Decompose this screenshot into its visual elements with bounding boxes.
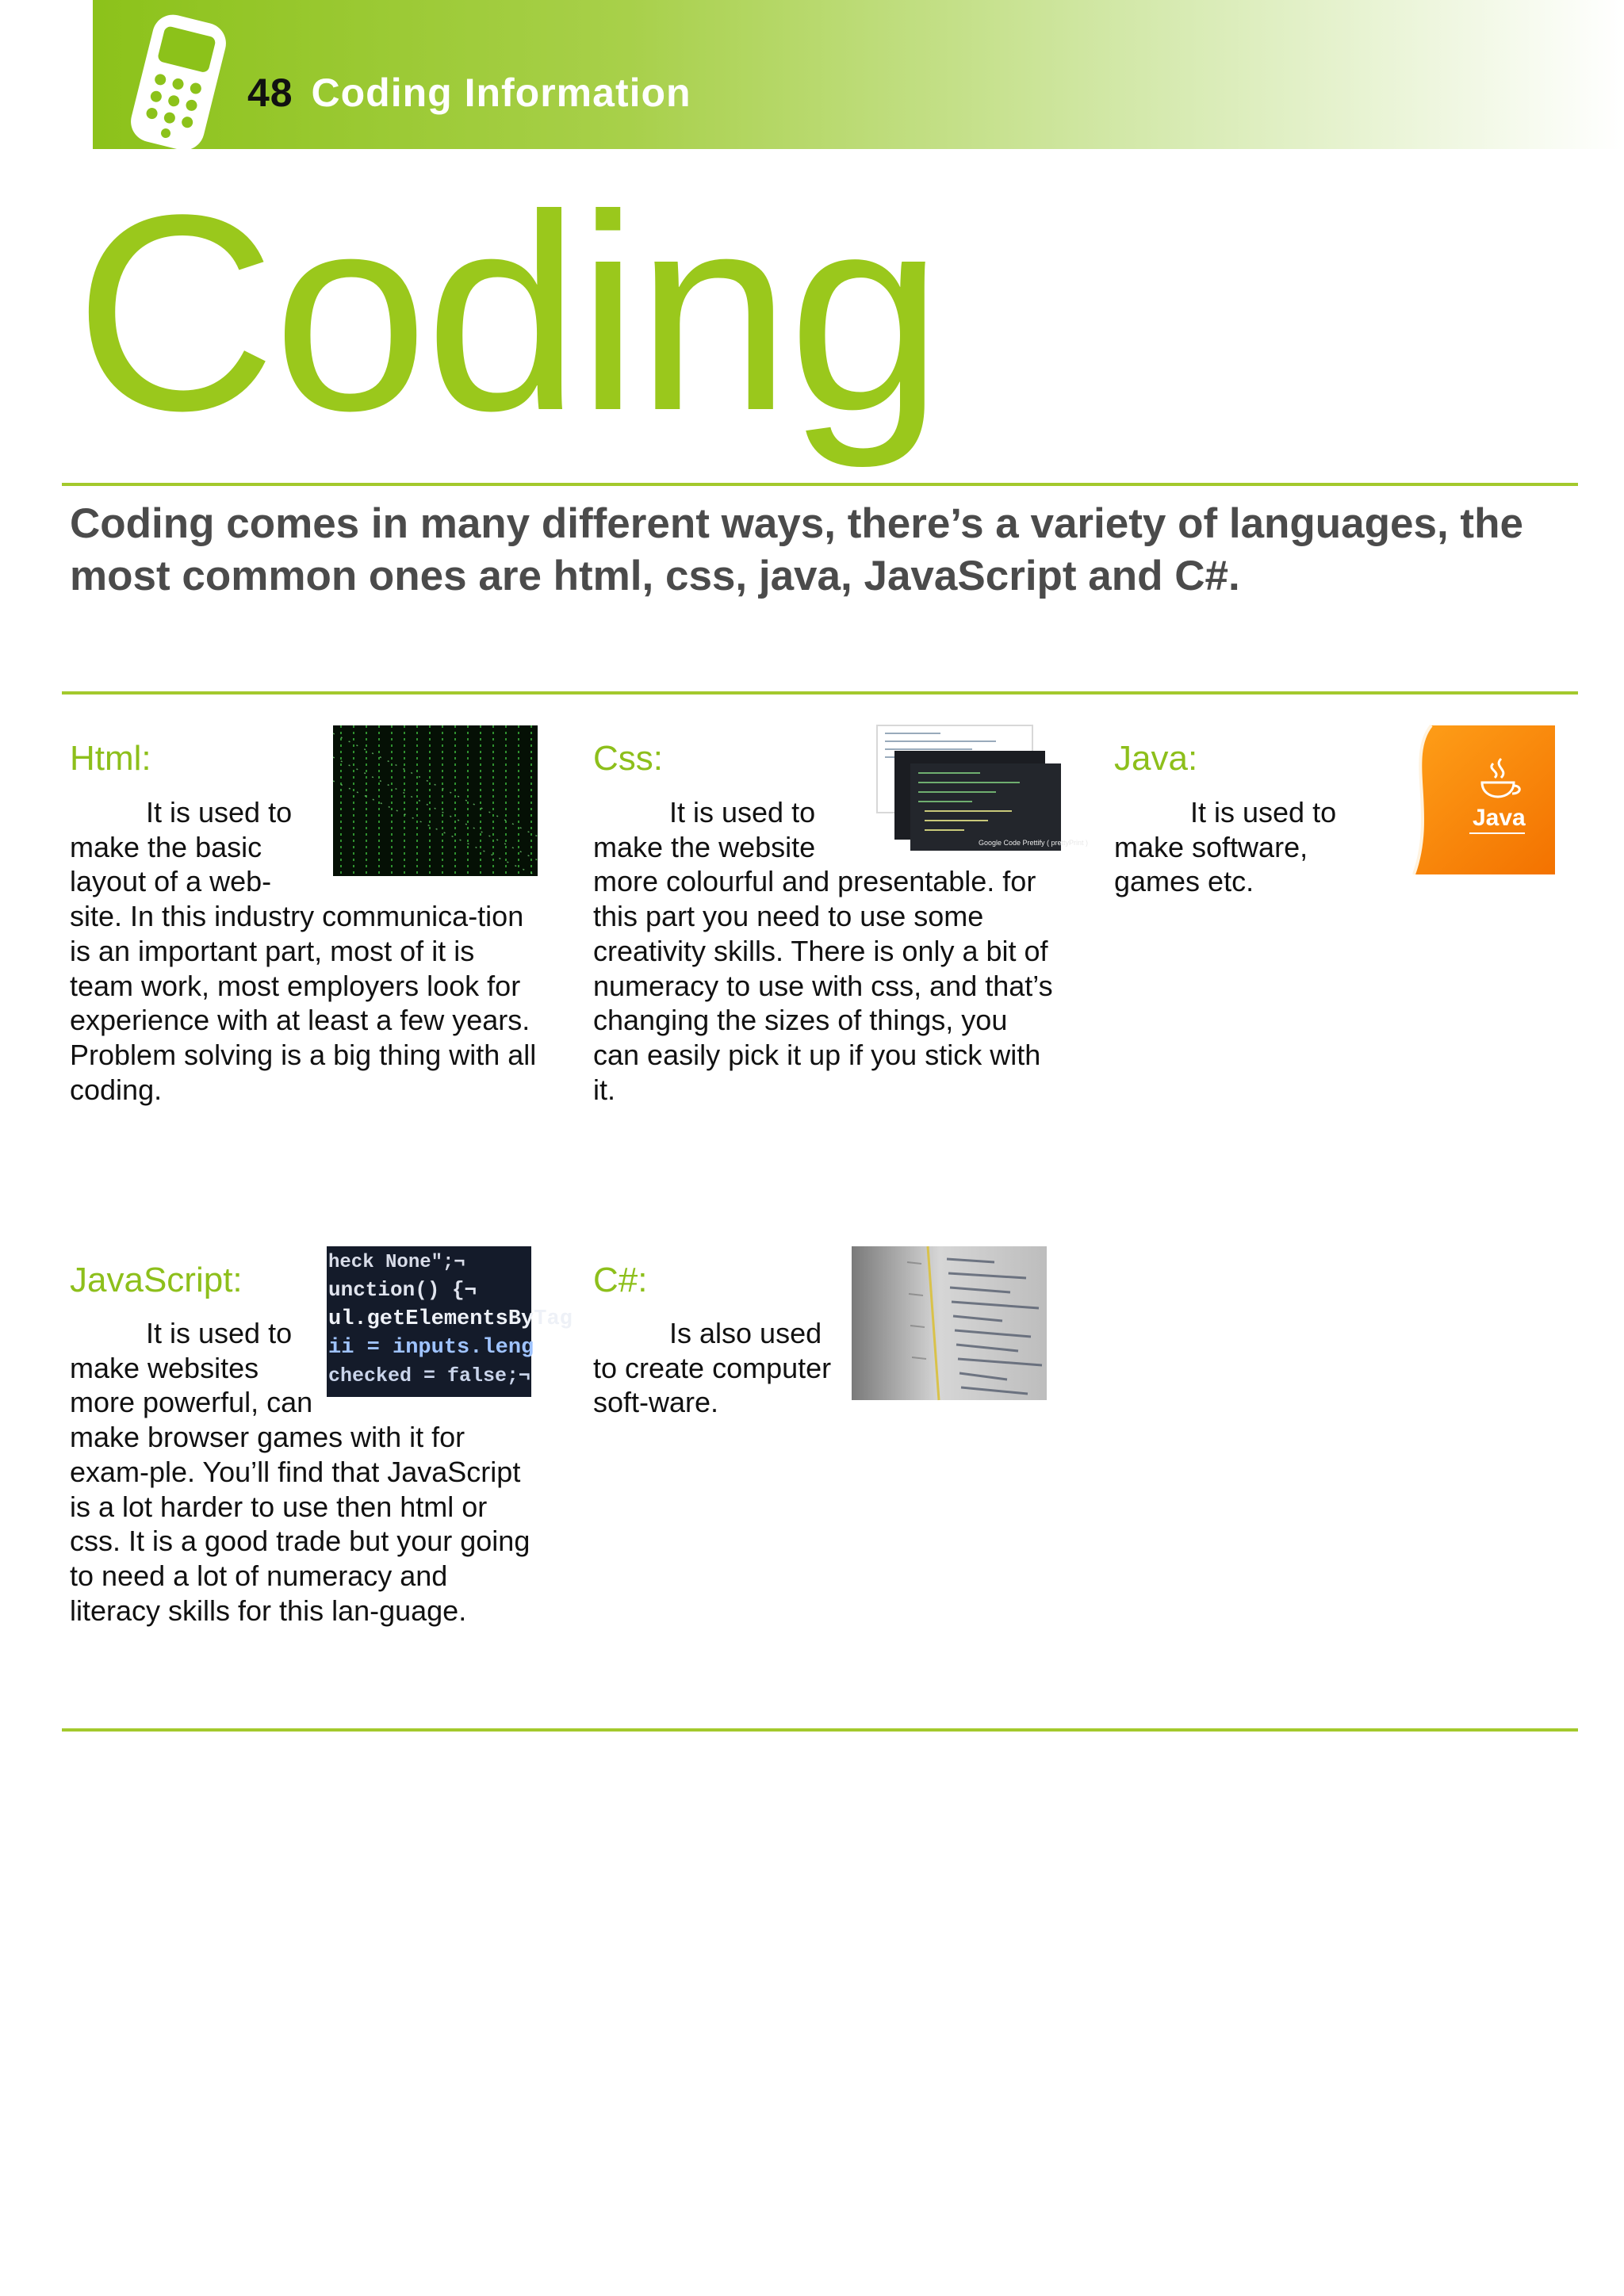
javascript-code-image [327, 1246, 573, 1397]
header-title [247, 70, 691, 116]
csharp-code-image [852, 1246, 1047, 1400]
java-logo-text: Java [1473, 805, 1526, 831]
section-title-csharp: C#: [593, 1261, 648, 1299]
section-text-csharp: Is also used to create computer soft-ware. [593, 1317, 832, 1419]
code-image-caption: Google Code Prettify ( prettyPrint ) [979, 839, 1089, 847]
section-text-javascript: It is used to make websites more powerful, can make browser games with it for exam-ple. You’ll find that JavaScript is a lot harder to use then html or css. It is a good trade but your going to need a lot of numeracy and literacy skills for this lan-guage. [70, 1317, 530, 1627]
section-body-csharp [593, 1246, 1047, 1420]
js-code-line-4: ii = inputs.leng [328, 1336, 534, 1360]
section-text-java: It is used to make software, games etc. [1114, 796, 1337, 898]
code-screenshot-image [877, 725, 1089, 851]
divider-top [62, 483, 1578, 486]
js-code-line-1: heck None";¬ [328, 1252, 465, 1273]
js-code-line-2: unction() {¬ [328, 1278, 477, 1302]
section-title-html: Html: [70, 739, 151, 778]
divider-middle [62, 691, 1578, 695]
divider-bottom [62, 1728, 1578, 1732]
section-body-java [1114, 725, 1555, 899]
section-text-html: It is used to make the basic layout of a web-site. In this industry communica-tion is an important part, most of it is team work, most employers look for experience with at least a few years. Problem solving is a big thing with all coding. [70, 796, 537, 1106]
js-code-line-5: checked = false;¬ [328, 1364, 531, 1387]
section-title-java: Java: [1114, 739, 1198, 778]
page-title: Coding [75, 156, 940, 469]
matrix-code-image [333, 725, 538, 876]
page-number: 48 [247, 71, 293, 115]
java-logo-image [1390, 725, 1555, 874]
section-label: Coding Information [311, 71, 691, 115]
intro-paragraph: Coding comes in many different ways, there’s a variety of languages, the most common ones are html, css, java, JavaScript and C#. [70, 500, 1523, 599]
section-text-css: It is used to make the website more colourful and presentable. for this part you need to use some creativity skills. There is only a bit of numeracy to use with css, and that’s changing the sizes of things, you can easily pick it up if you stick with it. [593, 796, 1053, 1106]
section-title-css: Css: [593, 739, 663, 778]
phone-icon [119, 11, 238, 154]
section-body-css [593, 725, 1089, 1107]
js-code-line-3: ul.getElementsByTag [328, 1307, 573, 1331]
section-title-javascript: JavaScript: [70, 1261, 243, 1299]
section-body-javascript [70, 1246, 573, 1628]
section-body-html [70, 725, 538, 1107]
